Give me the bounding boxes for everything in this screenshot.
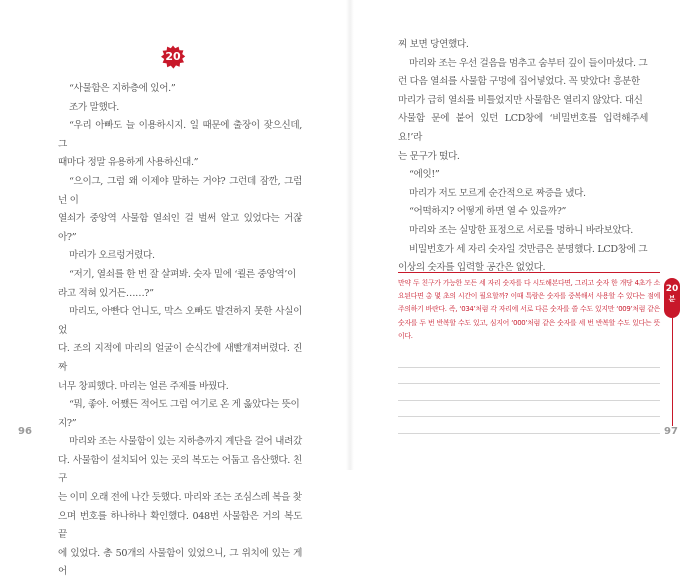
side-tab-number: 20: [665, 284, 679, 294]
text-line: 마리가 저도 모르게 순간적으로 짜증을 냈다.: [409, 187, 586, 199]
answer-line: [398, 351, 660, 368]
text-line: 마리도, 아빤다 언니도, 막스 오빠도 발견하지 못한 사실이었: [58, 306, 302, 336]
text-line: “사물함은 지하층에 있어.”: [69, 83, 176, 94]
text-line: 는 문구가 떴다.: [398, 150, 460, 162]
text-line: 마리와 조는 실망한 표정으로 서로를 멍하니 바라보았다.: [409, 224, 634, 236]
quiz-box: [398, 272, 660, 434]
text-line: 라고 적혀 있거든……?”: [58, 287, 154, 299]
left-page-text: [58, 80, 302, 582]
text-line: 런 다음 열쇠를 사물함 구멍에 집어넣었다. 꼭 맞았다! 흥분한: [398, 76, 640, 88]
answer-line: [398, 401, 660, 418]
text-line: 사물함 문에 붙어 있던 LCD창에 ‘비밀번호를 입력해주세요!’라: [398, 113, 648, 143]
answer-line: [398, 417, 660, 434]
answer-lines: [398, 351, 660, 434]
text-line: 으며 번호를 하나하나 확인했다. 048번 사물함은 거의 복도 끝: [58, 510, 302, 541]
text-line: “뭐, 좋아. 어쨌든 적어도 그럼 여기로 온 게 옳았다는 뜻이: [69, 399, 300, 411]
text-line: 너무 창피했다. 마리는 얼른 주제를 바꿨다.: [58, 380, 229, 392]
chapter-number: 20: [165, 50, 181, 63]
chapter-side-tab: [664, 278, 680, 318]
text-line: “어떡하지? 어떻게 하면 열 수 있을까?”: [409, 206, 567, 218]
text-line: 이상의 숫자를 입력할 공간은 없었다.: [398, 262, 546, 274]
side-tab-unit: 분: [668, 295, 676, 303]
text-line: 는 이미 오래 전에 나간 듯했다. 마리와 조는 조심스레 복을 찾: [58, 492, 302, 504]
text-line: “우리 아빠도 늘 이용하시지. 일 때문에 출장이 잦으신데, 그: [58, 120, 302, 150]
answer-line: [398, 384, 660, 401]
text-line: “에잇!”: [409, 169, 440, 181]
text-line: 마리가 오르렁거렸다.: [69, 250, 155, 262]
text-line: 마리가 급히 열쇠를 비틀었지만 사물함은 열리지 않았다. 대신: [398, 94, 643, 106]
text-line: 열쇠가 중앙역 사물함 열쇠인 걸 벌써 알고 있었다는 거잖아?”: [58, 213, 302, 243]
text-line: 찌 보면 당연했다.: [398, 39, 469, 50]
page-number-left: 96: [18, 426, 32, 437]
text-line: 에 있었다. 총 50개의 사물함이 있었으니, 그 위치에 있는 게 어: [58, 547, 302, 578]
text-line: 마리와 조는 우선 걸음을 멈추고 숨부터 깊이 들이마셨다. 그: [409, 57, 648, 69]
page-gutter: [346, 0, 354, 470]
right-page-text: [398, 36, 648, 278]
page-number-right: 97: [664, 426, 678, 437]
text-line: 다. 조의 지적에 마리의 얼굴이 순식간에 새빨개져버렸다. 진짜: [58, 343, 302, 373]
chapter-badge: [160, 44, 186, 70]
text-line: 비밀번호가 세 자리 숫자일 것만큼은 분명했다. LCD창에 그: [409, 243, 648, 255]
side-tab-rule: [672, 318, 673, 426]
text-line: 조가 말했다.: [69, 101, 119, 113]
text-line: 지?”: [58, 417, 77, 429]
answer-line: [398, 368, 660, 385]
text-line: “저기, 열쇠를 한 번 잘 살펴봐. 숫자 밑에 ‘쾰른 중앙역’이: [69, 268, 296, 280]
text-line: 다. 사물함이 설치되어 있는 곳의 복도는 어둡고 음산했다. 친구: [58, 454, 302, 485]
text-line: 때마다 정말 유용하게 사용하신대.”: [58, 157, 199, 169]
text-line: “으이그, 그럼 왜 이제야 말하는 거야? 그런데 잠깐, 그럼 넌 이: [58, 175, 302, 206]
text-line: 마리와 조는 사물함이 있는 지하층까지 계단을 걸어 내려갔: [69, 436, 302, 448]
quiz-question: 만약 두 친구가 가능한 모든 세 자리 숫자를 다 시도해본다면, 그리고 숫자 한 개당 4초가 소요된다면 총 몇 초의 시간이 필요할까? 이때 특람은 숫자를 중복해서 사용할 수 있다는 점에 주의하기 바란다. 즉, ‘034’처럼 각 자리에 서로 다른 숫자를 쓸 수도 있지만 ‘009’처럼 같은 숫자를 두 번 반복할 수도 있고, 심지어 ‘000’처럼 같은 숫자를 세 번 반복할 수도 있다는 뜻이다.: [398, 279, 660, 340]
